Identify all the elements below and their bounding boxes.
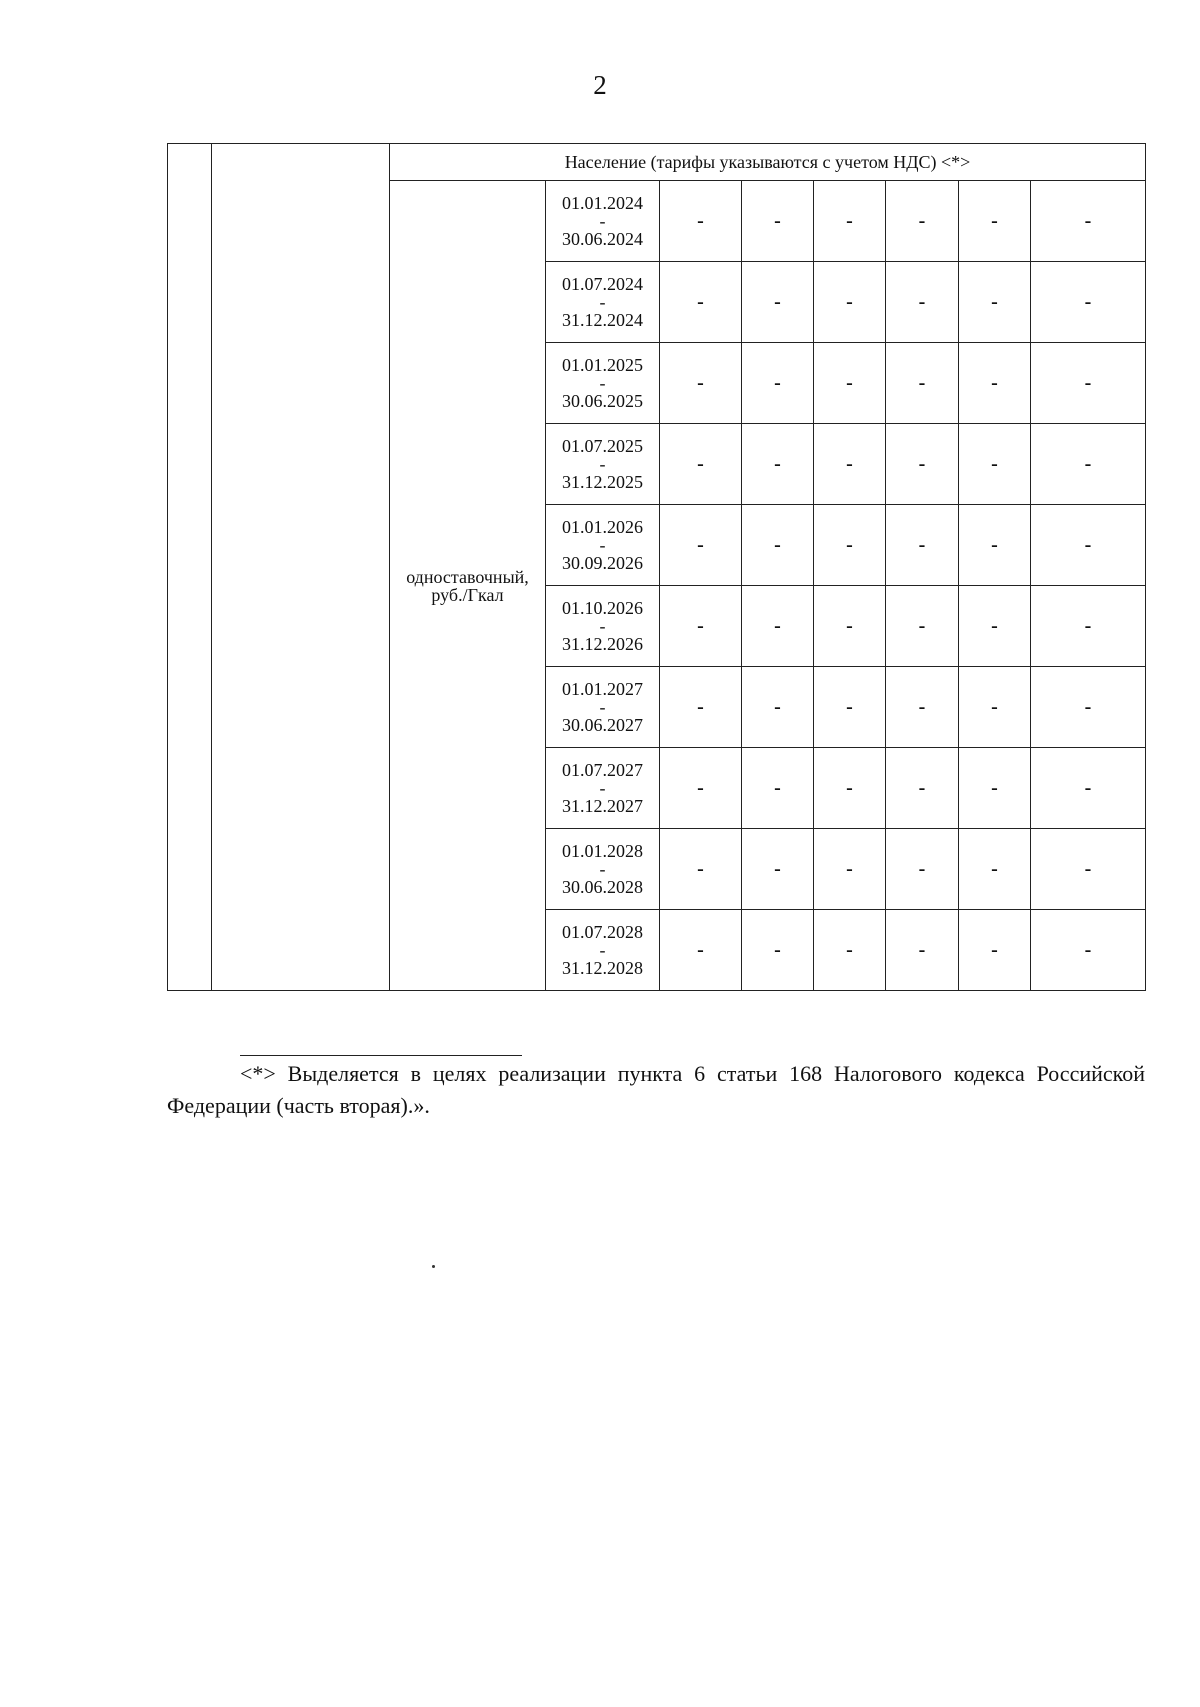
tariff-value-cell: - <box>886 181 959 262</box>
tariff-value-cell: - <box>886 748 959 829</box>
period-end: 30.06.2025 <box>562 391 643 411</box>
period-cell <box>546 667 660 748</box>
tariff-value-cell: - <box>742 505 814 586</box>
tariff-value-cell: - <box>814 262 886 343</box>
tariff-value-cell: - <box>814 667 886 748</box>
tariff-value-cell: - <box>660 181 742 262</box>
tariff-value-cell: - <box>742 910 814 991</box>
tariff-value-cell: - <box>959 748 1031 829</box>
period-cell <box>546 505 660 586</box>
period-sep: - <box>599 535 606 555</box>
tariff-value-cell: - <box>1031 505 1146 586</box>
tariff-value-cell: - <box>1031 748 1146 829</box>
tariff-value-cell: - <box>959 181 1031 262</box>
tariff-value-cell: - <box>660 910 742 991</box>
number-column <box>168 144 212 991</box>
tariff-value-cell: - <box>742 181 814 262</box>
tariff-value-cell: - <box>959 829 1031 910</box>
tariff-value-cell: - <box>959 667 1031 748</box>
tariff-value-cell: - <box>660 424 742 505</box>
tariff-value-cell: - <box>1031 667 1146 748</box>
tariff-value-cell: - <box>660 667 742 748</box>
tariff-value-cell: - <box>886 829 959 910</box>
tariff-value-cell: - <box>959 910 1031 991</box>
period-end: 31.12.2025 <box>562 472 643 492</box>
period-cell <box>546 181 660 262</box>
tariff-value-cell: - <box>660 829 742 910</box>
tariff-value-cell: - <box>1031 586 1146 667</box>
period-sep: - <box>599 859 606 879</box>
tariff-value-cell: - <box>959 424 1031 505</box>
tariff-value-cell: - <box>959 586 1031 667</box>
tariff-type-cell: одноставочный, руб./Гкал <box>390 181 546 991</box>
section-title: Население (тарифы указываются с учетом НДС) <*> <box>390 144 1146 181</box>
tariff-value-cell: - <box>660 262 742 343</box>
tariff-value-cell: - <box>742 829 814 910</box>
tariff-value-cell: - <box>660 586 742 667</box>
period-end: 30.09.2026 <box>562 553 643 573</box>
period-cell <box>546 424 660 505</box>
period-sep: - <box>599 697 606 717</box>
period-start: 01.07.2025 <box>562 436 643 456</box>
tariff-value-cell: - <box>814 748 886 829</box>
tariff-value-cell: - <box>1031 910 1146 991</box>
tariff-value-cell: - <box>814 343 886 424</box>
organization-column <box>212 144 390 991</box>
tariff-value-cell: - <box>1031 181 1146 262</box>
period-sep: - <box>599 373 606 393</box>
tariff-value-cell: - <box>814 505 886 586</box>
tariff-value-cell: - <box>814 181 886 262</box>
tariff-value-cell: - <box>959 343 1031 424</box>
tariff-value-cell: - <box>886 424 959 505</box>
period-start: 01.01.2026 <box>562 517 643 537</box>
tariff-value-cell: - <box>742 262 814 343</box>
period-cell <box>546 910 660 991</box>
tariff-value-cell: - <box>814 424 886 505</box>
period-end: 31.12.2027 <box>562 796 643 816</box>
scan-speck <box>432 1265 435 1268</box>
period-end: 31.12.2024 <box>562 310 643 330</box>
period-sep: - <box>599 292 606 312</box>
tariff-value-cell: - <box>742 586 814 667</box>
period-sep: - <box>599 616 606 636</box>
tariff-value-cell: - <box>1031 262 1146 343</box>
period-start: 01.01.2028 <box>562 841 643 861</box>
period-start: 01.07.2027 <box>562 760 643 780</box>
period-sep: - <box>599 211 606 231</box>
period-cell <box>546 343 660 424</box>
tariff-value-cell: - <box>814 829 886 910</box>
tariff-value-cell: - <box>886 262 959 343</box>
tariff-value-cell: - <box>814 910 886 991</box>
period-cell <box>546 586 660 667</box>
tariff-value-cell: - <box>1031 424 1146 505</box>
period-start: 01.07.2028 <box>562 922 643 942</box>
period-start: 01.10.2026 <box>562 598 643 618</box>
period-sep: - <box>599 778 606 798</box>
period-end: 30.06.2024 <box>562 229 643 249</box>
tariff-value-cell: - <box>886 505 959 586</box>
period-sep: - <box>599 940 606 960</box>
period-end: 31.12.2026 <box>562 634 643 654</box>
period-start: 01.01.2025 <box>562 355 643 375</box>
tariff-value-cell: - <box>742 424 814 505</box>
period-sep: - <box>599 454 606 474</box>
period-cell <box>546 262 660 343</box>
period-cell <box>546 829 660 910</box>
tariff-value-cell: - <box>959 262 1031 343</box>
tariff-table <box>167 143 1146 991</box>
tariff-value-cell: - <box>660 505 742 586</box>
tariff-value-cell: - <box>886 910 959 991</box>
tariff-value-cell: - <box>742 343 814 424</box>
tariff-value-cell: - <box>660 748 742 829</box>
period-end: 31.12.2028 <box>562 958 643 978</box>
tariff-value-cell: - <box>814 586 886 667</box>
footnote: <*> Выделяется в целях реализации пункта 6 статьи 168 Налогового кодекса Российской Федерации (часть вторая).». <box>167 1061 1145 1118</box>
tariff-value-cell: - <box>660 343 742 424</box>
footnote-rule <box>240 1055 522 1056</box>
tariff-value-cell: - <box>959 505 1031 586</box>
period-start: 01.07.2024 <box>562 274 643 294</box>
tariff-value-cell: - <box>1031 343 1146 424</box>
tariff-value-cell: - <box>742 748 814 829</box>
period-start: 01.01.2027 <box>562 679 643 699</box>
period-end: 30.06.2028 <box>562 877 643 897</box>
period-cell <box>546 748 660 829</box>
tariff-value-cell: - <box>742 667 814 748</box>
period-start: 01.01.2024 <box>562 193 643 213</box>
tariff-value-cell: - <box>886 343 959 424</box>
tariff-value-cell: - <box>886 586 959 667</box>
period-end: 30.06.2027 <box>562 715 643 735</box>
tariff-value-cell: - <box>1031 829 1146 910</box>
tariff-value-cell: - <box>886 667 959 748</box>
page-number: 2 <box>593 70 607 100</box>
